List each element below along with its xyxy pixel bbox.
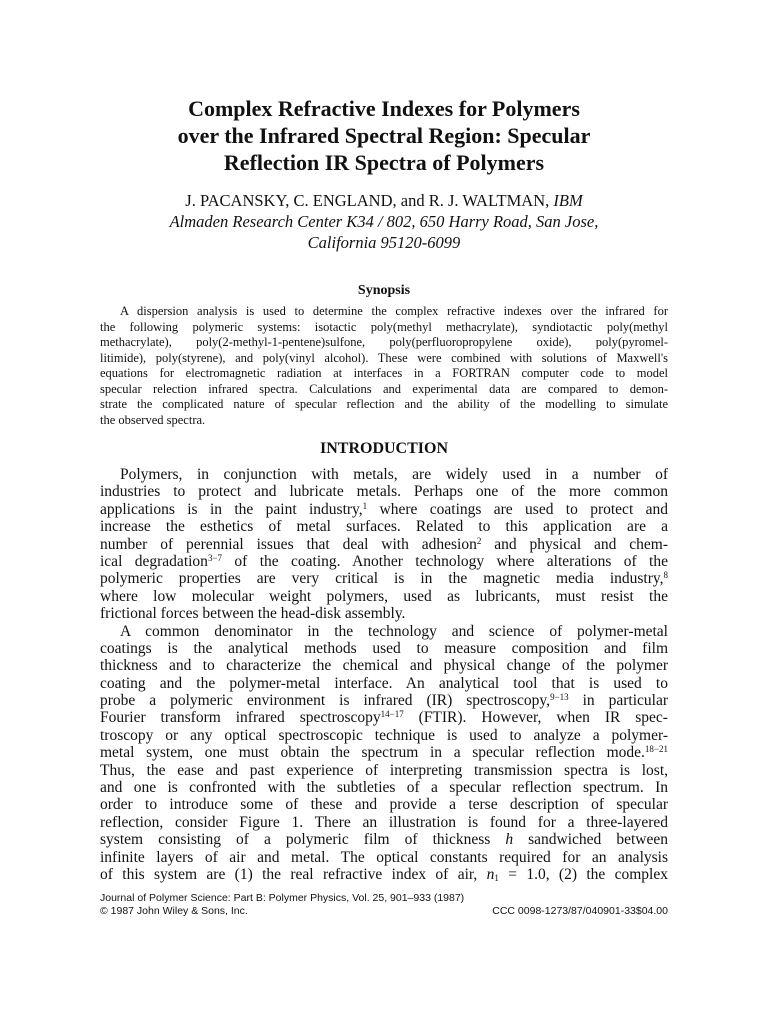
page-footer: [100, 892, 668, 918]
copyright-notice: © 1987 John Wiley & Sons, Inc.: [100, 905, 248, 917]
author-names: J. PACANSKY, C. ENGLAND, and R. J. WALTMAN,: [185, 191, 550, 210]
body-text: metal system, one must obtain the spectrum in a specular reflection mode.: [100, 744, 645, 762]
author-org: IBM: [553, 191, 583, 210]
body-line: increase the esthetics of metal surfaces. Related to this application are a: [100, 518, 668, 536]
citation-superscript: 9−13: [550, 692, 569, 703]
introduction-heading: INTRODUCTION: [319, 440, 448, 457]
synopsis-heading: Synopsis: [357, 283, 411, 298]
affiliation-line-2: California 95120-6099: [307, 233, 461, 252]
thickness-symbol: h: [505, 831, 514, 849]
synopsis-line: litimide), poly(styrene), and poly(vinyl alcohol). These were combined with solutions of Maxwell's: [100, 350, 668, 365]
body-text: (FTIR). However, when IR spec-: [403, 709, 668, 727]
body-line: where low molecular weight polymers, used as lubricants, must resist the: [100, 587, 668, 605]
body-text: where coatings are used to protect and: [367, 500, 668, 518]
body-text: and physical and chem-: [481, 535, 669, 553]
body-line: [100, 536, 668, 553]
synopsis-line: the observed spectra.: [100, 412, 206, 427]
body-line: coating and the polymer-metal interface. An analytical tool that is used to: [100, 674, 668, 692]
body-line: A common denominator in the technology and science of polymer-metal: [120, 622, 668, 640]
citation-superscript: 18−21: [644, 744, 668, 755]
body-line: [100, 692, 668, 709]
author-block: [0, 190, 768, 253]
body-line: and one is confronted with the subtleties of a specular reflection spectrum. In: [100, 779, 668, 797]
body-text: of this system are (1) the real refractive index of air,: [100, 865, 487, 883]
body-line: [100, 501, 668, 518]
body-line: thickness and to characterize the chemical and physical change of the polymer: [100, 657, 668, 675]
footer-row: [100, 905, 668, 918]
synopsis-line: methacrylate), poly(2-methyl-1-pentene)sulfone, poly(perfluoropropylene oxide), poly(pyromel-: [100, 335, 668, 349]
subscript: 1: [494, 872, 499, 883]
synopsis-text: [100, 304, 668, 428]
paper-title: [0, 95, 768, 176]
body-text: = 1.0, (2) the complex: [498, 865, 668, 883]
citation-superscript: 1: [362, 500, 368, 511]
body-line: Thus, the ease and past experience of interpreting transmission spectra is lost,: [100, 761, 668, 779]
body-text: system consisting of a polymeric film of thickness: [100, 831, 506, 849]
body-line: infinite layers of air and metal. The optical constants required for an analysis: [100, 848, 668, 866]
synopsis-line: specular relection infrared spectra. Calculations and experimental data are compared to demon-: [100, 381, 668, 396]
body-text: Fourier transform infrared spectroscopy: [100, 709, 381, 727]
body-text: applications is in the paint industry,: [100, 500, 363, 518]
journal-citation: Journal of Polymer Science: Part B: Polymer Physics, Vol. 25, 901–933 (1987): [100, 892, 465, 904]
body-line: industries to protect and lubricate metals. Perhaps one of the more common: [100, 483, 668, 501]
body-text: probe a polymeric environment is infrared (IR) spectroscopy,: [100, 692, 551, 710]
synopsis-line: A dispersion analysis is used to determine the complex refractive indexes over the infrared for: [120, 304, 668, 318]
body-line: [100, 866, 668, 883]
body-text: in particular: [568, 692, 668, 710]
body-line: [100, 553, 668, 570]
body-line: [100, 570, 668, 587]
synopsis-line: equations for electromagnetic radiation at interfaces in a FORTRAN computer code to model: [100, 366, 668, 380]
title-line-3: Reflection IR Spectra of Polymers: [223, 150, 545, 175]
citation-superscript: 14−17: [380, 709, 404, 720]
body-text: number of perennial issues that deal with adhesion: [100, 535, 477, 553]
body-line: reflection, consider Figure 1. There an illustration is found for a three-layered: [100, 813, 668, 831]
body-line: frictional forces between the head-disk assembly.: [100, 605, 406, 623]
refractive-index-symbol: n: [486, 865, 495, 883]
body-line: order to introduce some of these and provide a terse description of specular: [100, 796, 668, 814]
author-names-line: [0, 190, 768, 211]
body-line: coatings is the analytical methods used to measure composition and film: [100, 639, 668, 657]
body-line: [100, 744, 668, 761]
citation-superscript: 3−7: [207, 552, 223, 563]
body-text: sandwiched between: [513, 831, 668, 849]
affiliation-line-1: Almaden Research Center K34 / 802, 650 Harry Road, San Jose,: [169, 212, 599, 231]
body-line: Polymers, in conjunction with metals, are widely used in a number of: [120, 466, 668, 483]
synopsis-line: the following polymeric systems: isotactic poly(methyl methacrylate), syndiotactic poly(methyl: [100, 319, 668, 334]
body-text: polymeric properties are very critical is in the magnetic media industry,: [100, 570, 664, 588]
body-line: [100, 831, 668, 848]
synopsis-line: strate the complicated nature of specular reflection and the ability of the modelling to simulate: [100, 397, 668, 411]
ccc-code: CCC 0098-1273/87/040901-33$04.00: [492, 905, 668, 917]
introduction-body: [100, 466, 668, 883]
citation-superscript: 8: [663, 570, 668, 581]
citation-superscript: 2: [476, 535, 482, 546]
body-text: of the coating. Another technology where alterations of the: [222, 552, 668, 570]
title-line-2: over the Infrared Spectral Region: Specular: [177, 123, 591, 148]
title-line-1: Complex Refractive Indexes for Polymers: [188, 96, 580, 121]
body-line: troscopy or any optical spectroscopic technique is used to analyze a polymer-: [100, 726, 668, 744]
body-line: [100, 709, 668, 726]
body-text: ical degradation: [100, 552, 208, 570]
